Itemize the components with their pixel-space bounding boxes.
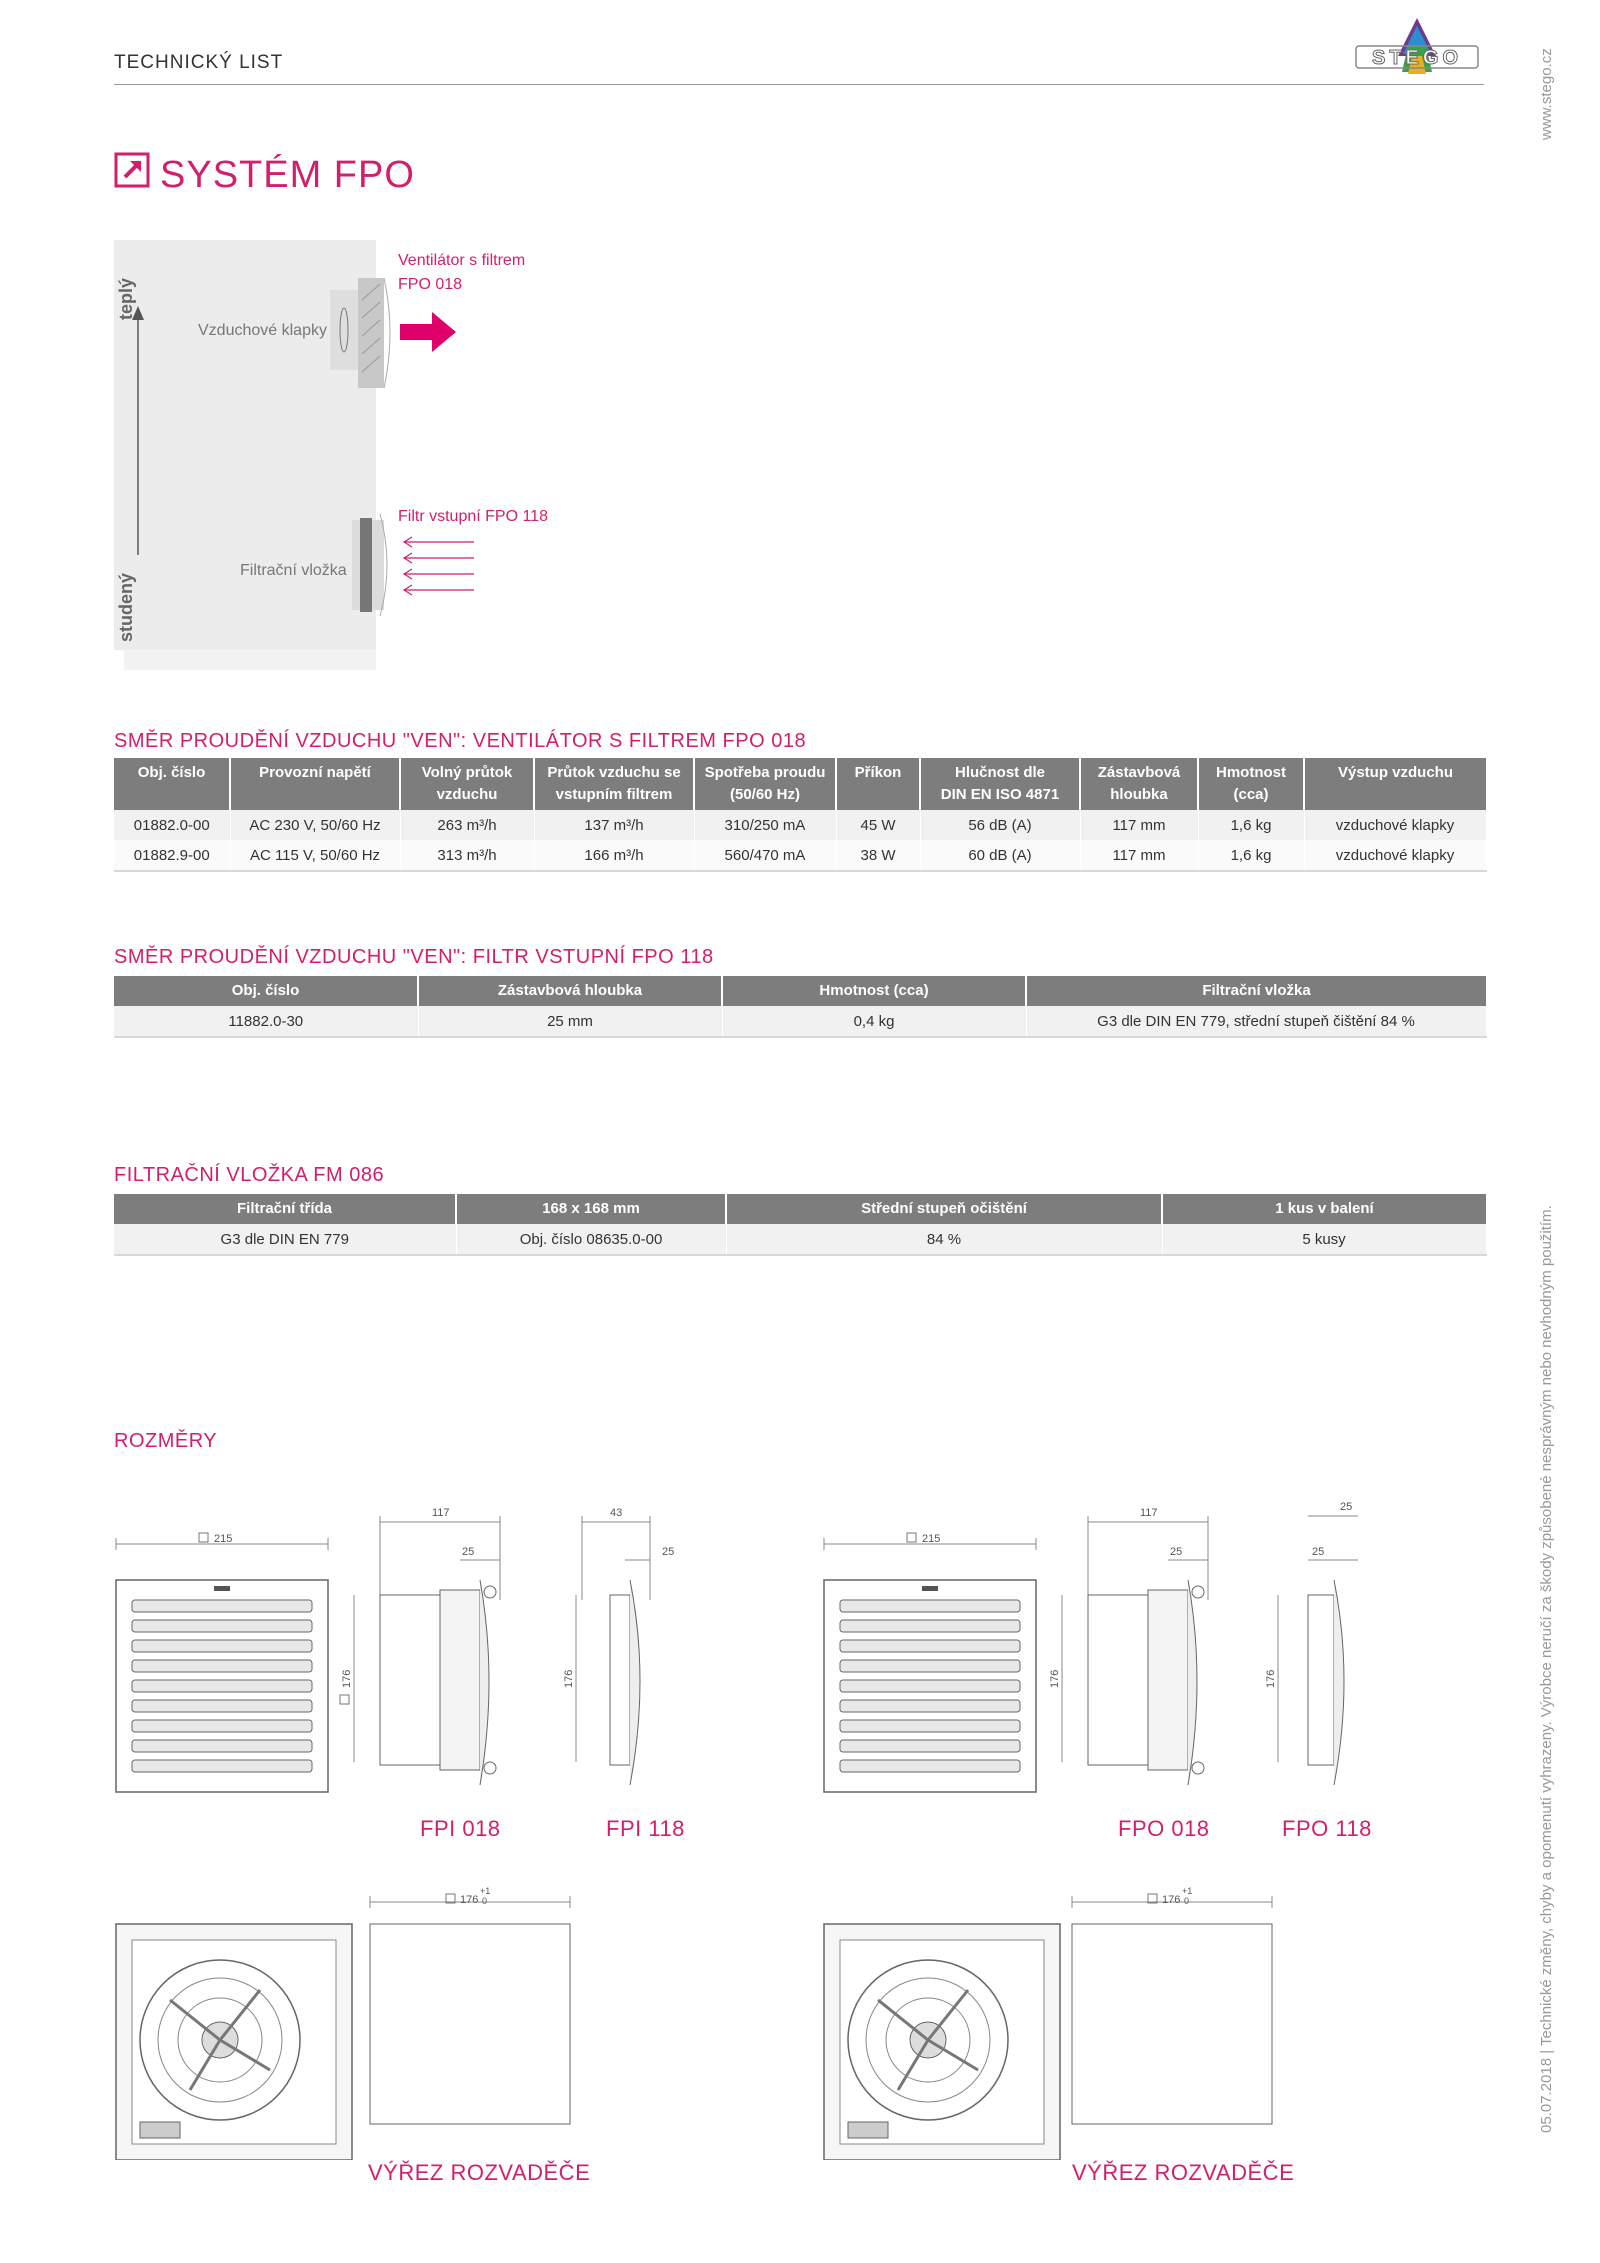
table-row <box>114 840 1486 871</box>
table-cell: 117 mm <box>1080 810 1198 840</box>
table-cell: 01882.0-00 <box>114 810 230 840</box>
column-header-text: Filtrační třída <box>236 1200 333 1217</box>
column-header-text: (50/60 Hz) <box>729 786 801 803</box>
table-cell: G3 dle DIN EN 779, střední stupeň čištění 84 % <box>1026 1006 1486 1037</box>
caption-fpo118: FPO 118 <box>1282 1816 1372 1841</box>
column-header <box>1080 758 1198 810</box>
column-header-text: 1 kus v balení <box>1275 1200 1374 1217</box>
column-header <box>456 1194 726 1224</box>
table-cell: 45 W <box>836 810 920 840</box>
disclaimer-vertical: 05.07.2018 | Technické změny, chyby a opomenutí vyhrazeny. Výrobce neručí za škody způsobené nesprávným nebo nevhodným použitím. <box>1538 1205 1555 2133</box>
dim-176: 176 <box>341 1669 353 1688</box>
column-header <box>920 758 1080 810</box>
fpi-dimension-drawings <box>110 1500 730 1860</box>
column-header-text: (cca) <box>1233 786 1269 803</box>
dim-25: 25 <box>462 1546 475 1558</box>
table-cell: vzduchové klapky <box>1304 840 1486 871</box>
filter-pad-table <box>114 1194 1487 1256</box>
table-cell: 117 mm <box>1080 840 1198 871</box>
warm-label: teplý <box>116 277 136 320</box>
table-cell: 313 m³/h <box>400 840 534 871</box>
dim-176-r: 176 <box>1049 1669 1061 1688</box>
column-header-text: Hmotnost <box>1216 764 1286 781</box>
table-cell: 310/250 mA <box>694 810 836 840</box>
document-type-label: TECHNICKÝ LIST <box>114 52 284 73</box>
intake-filter-table <box>114 976 1487 1038</box>
column-header-text: Obj. číslo <box>231 982 300 999</box>
table-cell: Obj. číslo 08635.0-00 <box>456 1224 726 1255</box>
tol-plus: +1 <box>480 1886 491 1896</box>
column-header <box>1162 1194 1486 1224</box>
dim-25b: 25 <box>662 1546 675 1558</box>
fan-label-line2: FPO 018 <box>398 276 463 293</box>
caption-fpo018: FPO 018 <box>1118 1816 1210 1841</box>
table-header-row <box>114 1194 1486 1224</box>
table-row <box>114 1006 1486 1037</box>
column-header <box>1026 976 1486 1006</box>
column-header <box>694 758 836 810</box>
dim-215-r: 215 <box>922 1533 941 1545</box>
table-cell: 60 dB (A) <box>920 840 1080 871</box>
page-title: SYSTÉM FPO <box>160 154 415 196</box>
column-header-text: Spotřeba proudu <box>704 764 826 781</box>
column-header <box>418 976 722 1006</box>
tol-plus-r: +1 <box>1182 1886 1193 1896</box>
dim-25-top: 25 <box>1340 1501 1353 1513</box>
table-cell: 56 dB (A) <box>920 810 1080 840</box>
column-header <box>400 758 534 810</box>
column-header-text: hloubka <box>1110 786 1168 803</box>
column-header <box>836 758 920 810</box>
table-cell: vzduchové klapky <box>1304 810 1486 840</box>
table3-title: FILTRAČNÍ VLOŽKA FM 086 <box>114 1164 385 1186</box>
table-cell: 137 m³/h <box>534 810 694 840</box>
dim-cut-176-r: 176 <box>1162 1894 1181 1906</box>
column-header <box>1304 758 1486 810</box>
cutout-drawings-right <box>818 1880 1438 2160</box>
column-header-text: Výstup vzduchu <box>1337 764 1453 781</box>
table-cell: 01882.9-00 <box>114 840 230 871</box>
column-header-text: DIN EN ISO 4871 <box>940 786 1060 803</box>
table-cell: 11882.0-30 <box>114 1006 418 1037</box>
cutout-drawings-left <box>110 1880 730 2160</box>
dim-43: 43 <box>610 1507 623 1519</box>
column-header <box>114 758 230 810</box>
table-cell: 38 W <box>836 840 920 871</box>
column-header-text: Zástavbová hloubka <box>497 982 643 999</box>
external-link-icon <box>114 152 150 188</box>
column-header-text: Filtrační vložka <box>1202 982 1311 999</box>
column-header-text: Obj. číslo <box>137 764 206 781</box>
table2-title: SMĚR PROUDĚNÍ VZDUCHU "VEN": FILTR VSTUPNÍ FPO 118 <box>114 946 714 968</box>
dim-215: 215 <box>214 1533 233 1545</box>
table-cell: AC 230 V, 50/60 Hz <box>230 810 400 840</box>
intake-filter-label: Filtr vstupní FPO 118 <box>398 508 548 525</box>
table-cell: 1,6 kg <box>1198 840 1304 871</box>
dim-25-fpo118: 25 <box>1312 1546 1325 1558</box>
fan-label-line1: Ventilátor s filtrem <box>398 252 526 269</box>
website-vertical: www.stego.cz <box>1538 48 1555 140</box>
table-header-row <box>114 976 1486 1006</box>
column-header <box>114 1194 456 1224</box>
airflow-diagram <box>114 240 584 680</box>
tol-zero-r: 0 <box>1184 1896 1190 1906</box>
filter-pad-label: Filtrační vložka <box>240 562 347 579</box>
tol-zero: 0 <box>482 1896 488 1906</box>
column-header-text: vstupním filtrem <box>555 786 673 803</box>
dim-176b: 176 <box>563 1669 575 1688</box>
column-header-text: Zástavbová <box>1097 764 1181 781</box>
table-row <box>114 1224 1486 1255</box>
column-header-text: Provozní napětí <box>259 764 371 781</box>
column-header-text: Průtok vzduchu se <box>547 764 681 781</box>
column-header <box>722 976 1026 1006</box>
table-cell: 5 kusy <box>1162 1224 1486 1255</box>
column-header-text: Volný průtok <box>421 764 513 781</box>
table-header-row <box>114 758 1486 810</box>
table-cell: 0,4 kg <box>722 1006 1026 1037</box>
header-divider <box>114 84 1484 85</box>
dim-cut-176: 176 <box>460 1894 479 1906</box>
caption-cutout-left: VÝŘEZ ROZVADĚČE <box>368 2160 591 2185</box>
table-cell: 1,6 kg <box>1198 810 1304 840</box>
column-header <box>726 1194 1162 1224</box>
table1-title: SMĚR PROUDĚNÍ VZDUCHU "VEN": VENTILÁTOR S FILTREM FPO 018 <box>114 730 807 752</box>
table-cell: AC 115 V, 50/60 Hz <box>230 840 400 871</box>
column-header-text: Střední stupeň očištění <box>861 1200 1027 1217</box>
fpo-dimension-drawings <box>818 1500 1438 1860</box>
fan-spec-table <box>114 758 1487 872</box>
dimensions-title: ROZMĚRY <box>114 1430 218 1452</box>
column-header-text: Hmotnost (cca) <box>819 982 929 999</box>
table-cell: 263 m³/h <box>400 810 534 840</box>
dim-117-r: 117 <box>1140 1507 1158 1519</box>
table-row <box>114 810 1486 840</box>
column-header-text: Hlučnost dle <box>954 764 1045 781</box>
table-cell: G3 dle DIN EN 779 <box>114 1224 456 1255</box>
column-header-text: 168 x 168 mm <box>542 1200 640 1217</box>
column-header <box>1198 758 1304 810</box>
table-cell: 166 m³/h <box>534 840 694 871</box>
dim-176-fpo118: 176 <box>1265 1669 1277 1688</box>
column-header <box>534 758 694 810</box>
table-cell: 84 % <box>726 1224 1162 1255</box>
dim-25-r: 25 <box>1170 1546 1183 1558</box>
column-header <box>230 758 400 810</box>
column-header <box>114 976 418 1006</box>
dim-117: 117 <box>432 1507 450 1519</box>
caption-fpi018: FPI 018 <box>420 1816 501 1841</box>
column-header-text: Příkon <box>854 764 902 781</box>
cold-label: studený <box>116 572 136 642</box>
svg-text:STEGO: STEGO <box>1371 47 1463 69</box>
caption-cutout-right: VÝŘEZ ROZVADĚČE <box>1072 2160 1295 2185</box>
table-cell: 25 mm <box>418 1006 722 1037</box>
column-header-text: vzduchu <box>436 786 498 803</box>
table-cell: 560/470 mA <box>694 840 836 871</box>
caption-fpi118: FPI 118 <box>606 1816 685 1841</box>
flaps-label: Vzduchové klapky <box>198 322 327 339</box>
stego-logo <box>1352 16 1482 76</box>
